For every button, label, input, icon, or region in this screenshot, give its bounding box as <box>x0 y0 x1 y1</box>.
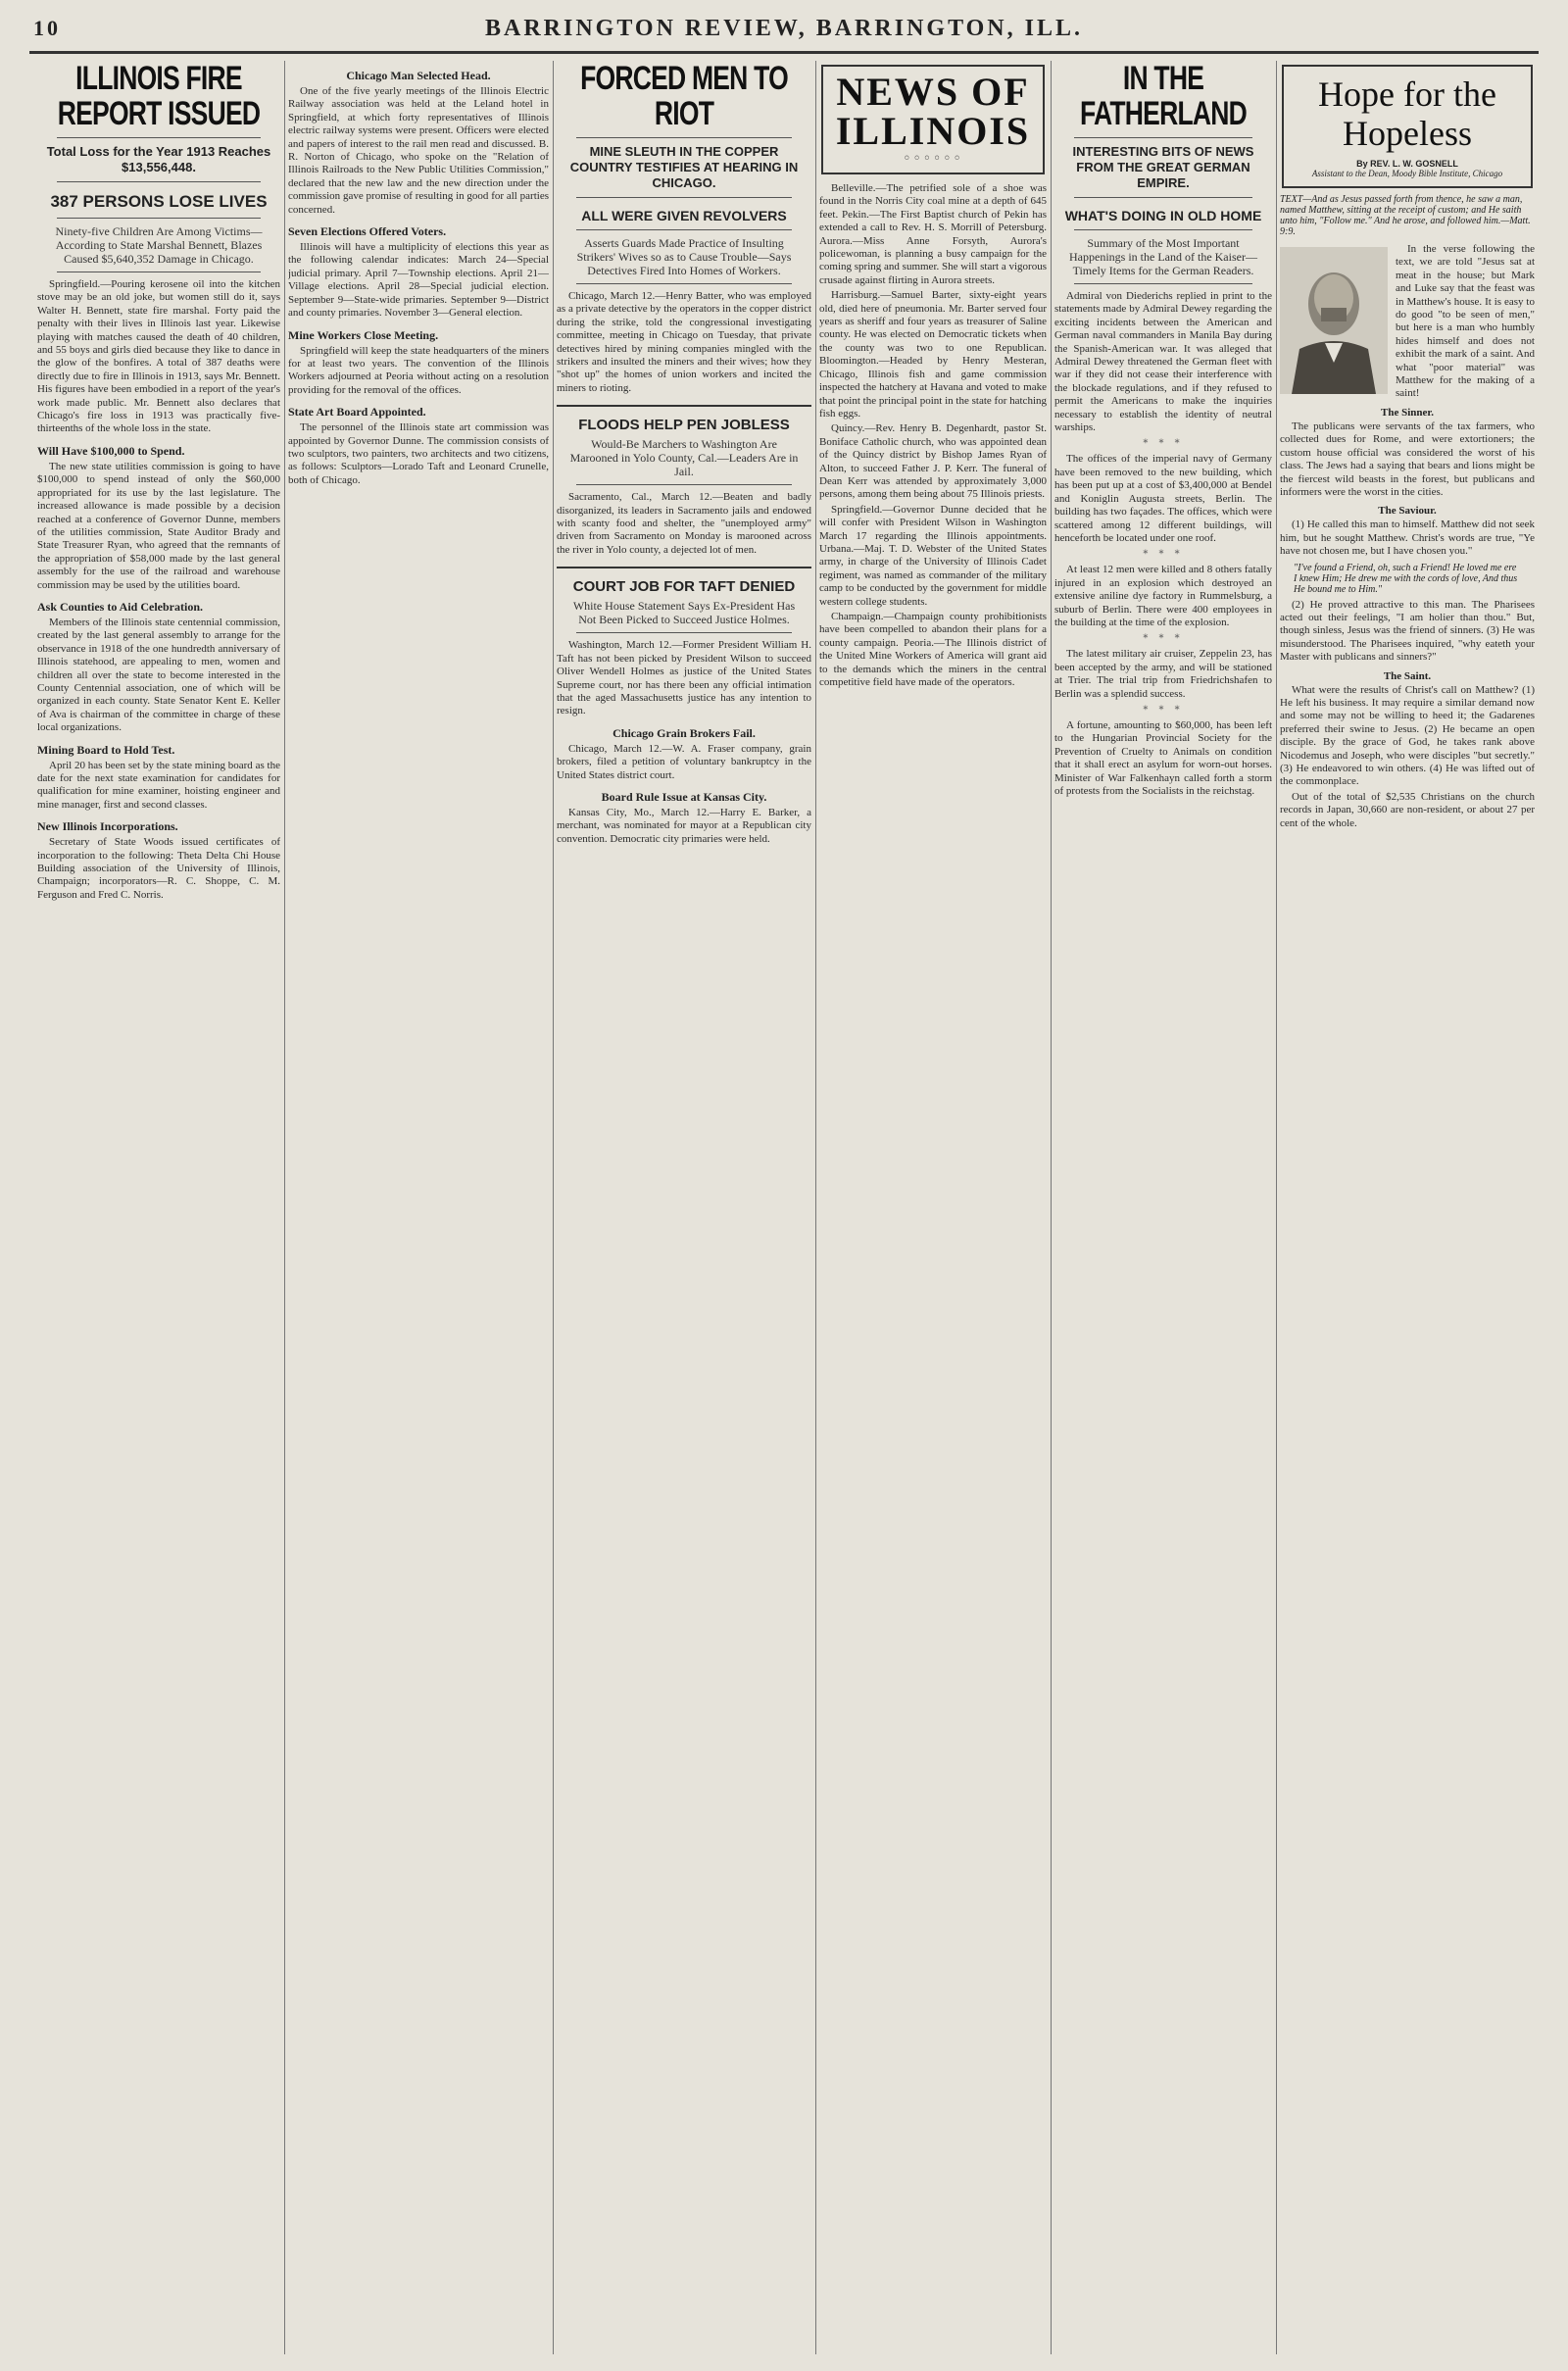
headline-court-job-for-taft-denied: COURT JOB FOR TAFT DENIED <box>572 578 796 596</box>
masthead-rule <box>29 51 1539 54</box>
article-body: (2) He proved attractive to this man. The Pharisees acted out their feelings, "I am holier than thou." But, though sinless, Jesus was the friend of sinners. (3) He was misunderstood. The Pharisees inquired, "why eateth your Master with publicans and sinners?" <box>1280 598 1535 664</box>
portrait-image <box>1280 247 1388 394</box>
banner-title: Hope for the <box>1318 74 1496 114</box>
divider <box>1074 229 1252 230</box>
headline-illinois-fire: ILLINOIS FIRE REPORT ISSUED <box>57 61 261 132</box>
article-body: Springfield will keep the state headquarters of the miners for at least two years. The convention of the Illinois Workers adjourned at Peoria without acting on a resolution providing for the removal of the offices. <box>288 344 549 396</box>
divider <box>576 197 792 198</box>
article-body: Belleville.—The petrified sole of a shoe was found in the Norris City coal mine at a depth of 645 feet. Pekin.—The First Baptist church of Pekin has extended a call to Rev. H. S. Morrill of Petersburg. Aurora.—Miss Anne Forsyth, Aurora's policewoman, is planning a busy campaign for the coming spring and summer. She will start a vigorous crusade against flirting in Aurora streets. <box>819 182 1047 286</box>
section-heading: The Saint. <box>1383 669 1432 682</box>
deck-summary: Would-Be Marchers to Washington Are Marooned in Yolo County, Cal.—Leaders Are in Jail. <box>569 437 799 479</box>
news-of-illinois-banner <box>821 65 1045 174</box>
separator-stars: * * * <box>1143 704 1184 716</box>
divider <box>1074 283 1252 284</box>
column-6 <box>1280 61 1535 2354</box>
article-body: Springfield.—Governor Dunne decided that he will confer with President Wilson in Washington March 17 regarding the Illinois appointments. Urbana.—Maj. T. D. Webster of the United States army, in charge of the University of Illinois Cadet regiment, was named as commander of the military camp to be conducted by the government for middle western college students. <box>819 503 1047 608</box>
divider <box>576 484 792 485</box>
article-body: Washington, March 12.—Former President William H. Taft has not been picked by President Wilson to succeed Oliver Wendell Holmes as justice of the United States Supreme court, nor has there been any official intimation that the aged Massachusetts justice has any intention to resign. <box>557 639 811 717</box>
divider <box>57 218 261 219</box>
ornament-icon: ◦◦◦◦◦◦ <box>903 151 963 167</box>
article-body: Harrisburg.—Samuel Barter, sixty-eight years old, died here of pneumonia. Mr. Barter served four years as sheriff and four years as treasurer of Saline county. He was elected on Democratic tickets when the county was two to one Republican. Bloomington.—Headed by Henry Mesteran, Chicago, Illinois fish and game commission inspected the hatchery at Havana and voted to make that point the principal point in the state for hatching fish eggs. <box>819 289 1047 420</box>
article-body: The personnel of the Illinois state art commission was appointed by Governor Dunne. The commission consists of two sculptors, two painters, two architects and two citizens, as follows: Sculptors—Lorado Taft and Leonard Crunelle, both of Chicago. <box>288 421 549 486</box>
article-body: At least 12 men were killed and 8 others fatally injured in an explosion which destroyed an extensive aniline dye factory in Rummelsburg, a suburb of Berlin. There were 400 employees in the building at the time of the explosion. <box>1054 564 1272 628</box>
deck-summary: Summary of the Most Important Happenings in the Land of the Kaiser—Timely Items for the German Readers. <box>1069 236 1257 277</box>
separator-stars: * * * <box>1143 633 1184 645</box>
divider <box>576 229 792 230</box>
sub-headline: WHAT'S DOING IN OLD HOME <box>1064 208 1262 223</box>
article-body: The publicans were servants of the tax farmers, who collected dues for Rome, and were extortioners; the custom house official was considered the worst of his class. The Jews had a saying that bears and lions might be the fiercest wild beasts in the forest, but publicans and informers were the worst in the cities. <box>1280 420 1535 498</box>
divider <box>576 632 792 633</box>
section-heading: Chicago Grain Brokers Fail. <box>612 725 756 740</box>
divider <box>557 567 811 568</box>
column-5 <box>1054 61 1272 2354</box>
article-body: What were the results of Christ's call on Matthew? (1) He left his business. It may require a similar demand now and some may not be willing to heed it; the Gadarenes preferred their swine to Jesus. (2) He became an open disciple. By the grace of God, he takes rank above Nicodemus and Joseph, who were disciples "but secretly." (3) He endeavored to win others. (4) He was lifted out of the commonplace. <box>1280 683 1535 788</box>
column-divider <box>815 61 816 2354</box>
article-body: Secretary of State Woods issued certificates of incorporation to the following: Theta Delta Chi House Building association of the University of Illinois, Champaign; incorporators—R. C. Shoppe, C. M. Ferguson and Fred C. Norris. <box>37 836 280 901</box>
sub-headline: 387 PERSONS LOSE LIVES <box>50 192 268 211</box>
byline: By REV. L. W. GOSNELL <box>1356 159 1458 169</box>
article-body: Champaign.—Champaign county prohibitionists have been compelled to abandon their plans for a county campaign. Peoria.—The Illinois district of the United Mine Workers of America will grant aid to the demands which the miners in the central competitive field have made of the operators. <box>819 611 1047 689</box>
article-body: One of the five yearly meetings of the Illinois Electric Railway association was held at the Leland hotel in Springfield, at which forty representatives of Illinois electric railway systems were present. Officers were elected and papers of interest to the rail men read and discussed. B. R. Norton of Chicago, who spoke on the "Relation of Illinois Railroads to the New Public Utilities Commission," declared that the new law and the new direction under the commission gave promise of resulting in good for all parties concerned. <box>288 85 549 216</box>
scripture-text: TEXT—And as Jesus passed forth from thence, he saw a man, named Matthew, sitting at the receipt of custom; and He saith unto him, "Follow me." And he arose, and followed him.—Matt. 9:9. <box>1280 194 1531 237</box>
column-2 <box>288 61 549 2354</box>
divider <box>57 181 261 182</box>
article-body: The new state utilities commission is going to have $100,000 to spend instead of only the $60,000 appropriated for its use by the last legislature. The increased allowance is made possible by a decision reached at a conference of Governor Dunne, members of the utilities commission, State Auditor Brady and State Treasurer Ryan, who agreed that the remnants of the appropriation of $58,000 made by the last general assembly for the use of the railroad and warehouse commission may be used by the utilities board. <box>37 460 280 591</box>
deck-summary: White House Statement Says Ex-President Has Not Been Picked to Succeed Justice Holmes. <box>572 599 796 627</box>
verse-quote: "I've found a Friend, oh, such a Friend! He loved me ere I knew Him; He drew me with the cords of love, And thus He bound me to Him." <box>1294 562 1518 595</box>
article-body: Out of the total of $2,535 Christians on the church records in Japan, 30,660 are non-resident, or about 27 per cent of the whole. <box>1280 790 1535 829</box>
byline-affiliation: Assistant to the Dean, Moody Bible Institute, Chicago <box>1311 169 1503 178</box>
deck: INTERESTING BITS OF NEWS FROM THE GREAT GERMAN EMPIRE. <box>1072 144 1254 190</box>
divider <box>576 137 792 138</box>
section-heading: Will Have $100,000 to Spend. <box>37 443 185 458</box>
column-divider <box>1051 61 1052 2354</box>
article-body: Kansas City, Mo., March 12.—Harry E. Barker, a merchant, was nominated for mayor at a Republican city convention. Democratic city primaries were held. <box>557 806 811 845</box>
separator-stars: * * * <box>1143 549 1184 561</box>
divider <box>1074 137 1252 138</box>
article-body: Springfield.—Pouring kerosene oil into the kitchen stove may be an old joke, but women still do it, says Walter H. Bennett, state fire marshal. Forty paid the penalty with their lives in Illinois last year. Likewise playing with matches caused the death of 40 children, and 55 boys and girls died because they like to dance in the glow of the bonfires. A total of 387 deaths were directly due to fire in Illinois in 1913, says Mr. Bennett. His figures have been embodied in a report of the year's work made public. Mr. Bennett also declares that Chicago's fire loss in 1913 was practically five-thirteenths of the whole loss in the state. <box>37 278 280 435</box>
column-divider <box>553 61 554 2354</box>
headline-in-the-fatherland: IN THE FATHERLAND <box>1080 61 1247 132</box>
headline-floods-help-pen-jobless: FLOODS HELP PEN JOBLESS <box>578 417 790 434</box>
article-body: Chicago, March 12.—W. A. Fraser company, grain brokers, filed a petition of voluntary bankruptcy in the United States district court. <box>557 742 811 781</box>
article-body: Members of the Illinois state centennial commission, created by the last general assembly to arrange for the observance in 1918 of the one hundredth anniversary of Illinois statehood, are appealing to men, women and children all over the state to become interested in the County Centennial association, one of which will be organized in each county. State Senator Kent E. Keller of Ava is chairman of the committee in charge of these local organizations. <box>37 616 280 734</box>
divider <box>1074 197 1252 198</box>
divider <box>57 137 261 138</box>
divider <box>576 283 792 284</box>
article-body: Quincy.—Rev. Henry B. Degenhardt, pastor St. Boniface Catholic church, who was appointed dean of the Quincy district by Bishop James Ryan of Alton, to succeed Father J. P. Kerr. The funeral of Dean Kerr was attended by approximately 3,000 persons, among them being about 75 Illinois priests. <box>819 422 1047 501</box>
section-heading: State Art Board Appointed. <box>288 405 426 420</box>
banner-title: Hopeless <box>1343 114 1472 153</box>
column-1 <box>37 61 280 2354</box>
section-heading: The Saviour. <box>1378 505 1437 518</box>
section-heading: The Sinner. <box>1380 406 1434 419</box>
section-heading: Mine Workers Close Meeting. <box>288 327 439 342</box>
article-body: Admiral von Diederichs replied in print to the statements made by Admiral Dewey regarding the exciting incidents between the American and German naval commanders in Manila Bay during the Spanish-American war. It was alleged that Admiral Dewey threatened the German fleet with war if they did not cease their interference with the blockade regulations, and if they refused to permit the Americans to make the inquiries necessary to establish the identity of neutral warships. <box>1054 290 1272 434</box>
column-3 <box>557 61 811 2354</box>
section-heading: Chicago Man Selected Head. <box>346 69 491 82</box>
masthead <box>0 8 1568 49</box>
separator-stars: * * * <box>1143 438 1184 450</box>
article-body: The offices of the imperial navy of Germany have been removed to the new building, which has been put up at a cost of $3,400,000 at Bendel and Koniglin Augusta streets, Berlin. The building has two façades. The offices, which were scattered among 12 different buildings, will henceforth be located under one roof. <box>1054 453 1272 544</box>
column-divider <box>284 61 285 2354</box>
headline-forced-men-to-riot: FORCED MEN TO RIOT <box>580 61 788 132</box>
divider <box>557 405 811 407</box>
hope-for-the-hopeless-banner <box>1282 65 1533 188</box>
section-heading: Board Rule Issue at Kansas City. <box>601 789 767 804</box>
deck-summary: Asserts Guards Made Practice of Insulting Strikers' Wives so as to Cause Trouble—Says Detectives Fired Into Homes of Workers. <box>576 236 792 277</box>
article-body: Illinois will have a multiplicity of elections this year as the following calendar indicates: March 24—Special judicial primary. April 7—Township elections. April 21—Village elections. April 28—Special judicial election. September 9—State-wide primaries. September 9—District and county primaries. November 3—General election. <box>288 241 549 320</box>
page-number: 10 <box>33 16 61 40</box>
article-body: In the verse following the text, we are told "Jesus sat at meat in the house; but Mark and Luke say that the feast was in Matthew's house. It is easy to do good "to be seen of men," but here is a man who humbly hides himself and does not exhibit the mark of a saint. And what "poor material" was Matthew for the making of a saint! <box>1396 243 1535 400</box>
section-heading: Mining Board to Hold Test. <box>37 742 175 757</box>
banner-title: ILLINOIS <box>835 109 1031 153</box>
article-body: April 20 has been set by the state mining board as the date for the next state examination for candidates for qualification for mine examiner, hoisting engineer and mine manager, first and second classes. <box>37 759 280 811</box>
column-divider <box>1276 61 1277 2354</box>
deck: MINE SLEUTH IN THE COPPER COUNTRY TESTIFIES AT HEARING IN CHICAGO. <box>569 144 799 190</box>
deck: Total Loss for the Year 1913 Reaches $13,556,448. <box>46 144 271 174</box>
sub-headline: ALL WERE GIVEN REVOLVERS <box>581 208 787 223</box>
article-body: A fortune, amounting to $60,000, has been left to the Hungarian Provincial Society for the Prevention of Cruelty to Animals on condition that it shall erect an asylum for worn-out horses. Minister of War Falkenhayn called forth a storm of protests from the Socialists in the reichstag. <box>1054 718 1272 797</box>
section-heading: Ask Counties to Aid Celebration. <box>37 599 204 614</box>
section-heading: New Illinois Incorporations. <box>37 819 178 834</box>
article-body: The latest military air cruiser, Zeppelin 23, has been accepted by the army, and will be stationed at Trier. The trial trip from Friedrichshafen to Berlin was a splendid success. <box>1054 648 1272 700</box>
deck-summary: Ninety-five Children Are Among Victims—According to State Marshal Bennett, Blazes Caused $5,640,352 Damage in Chicago. <box>55 224 263 266</box>
banner-title: NEWS OF <box>836 70 1030 114</box>
article-body: Sacramento, Cal., March 12.—Beaten and badly disorganized, its leaders in Sacramento jails and endowed with scanty food and shelter, the "unemployed army" driven from Sacramento on Monday is marooned across the river in Yolo county, a dejected lot of men. <box>557 491 811 556</box>
article-body: Chicago, March 12.—Henry Batter, who was employed as a private detective by the operators in the copper district during the strike, told the congressional investigating committee, meeting in Chicago on Tuesday, that private detectives hired by mining companies mingled with the strikers and insulted the miners and their wives; how they "shot up" the homes of union workers and incited the miners to rioting. <box>557 290 811 394</box>
section-heading: Seven Elections Offered Voters. <box>288 224 447 239</box>
column-4 <box>819 61 1047 2354</box>
article-body: (1) He called this man to himself. Matthew did not seek him, but he sought Matthew. Christ's words are true, "Ye have not chosen me, but I have chosen you." <box>1280 519 1535 558</box>
masthead-title: BARRINGTON REVIEW, BARRINGTON, ILL. <box>484 16 1083 41</box>
